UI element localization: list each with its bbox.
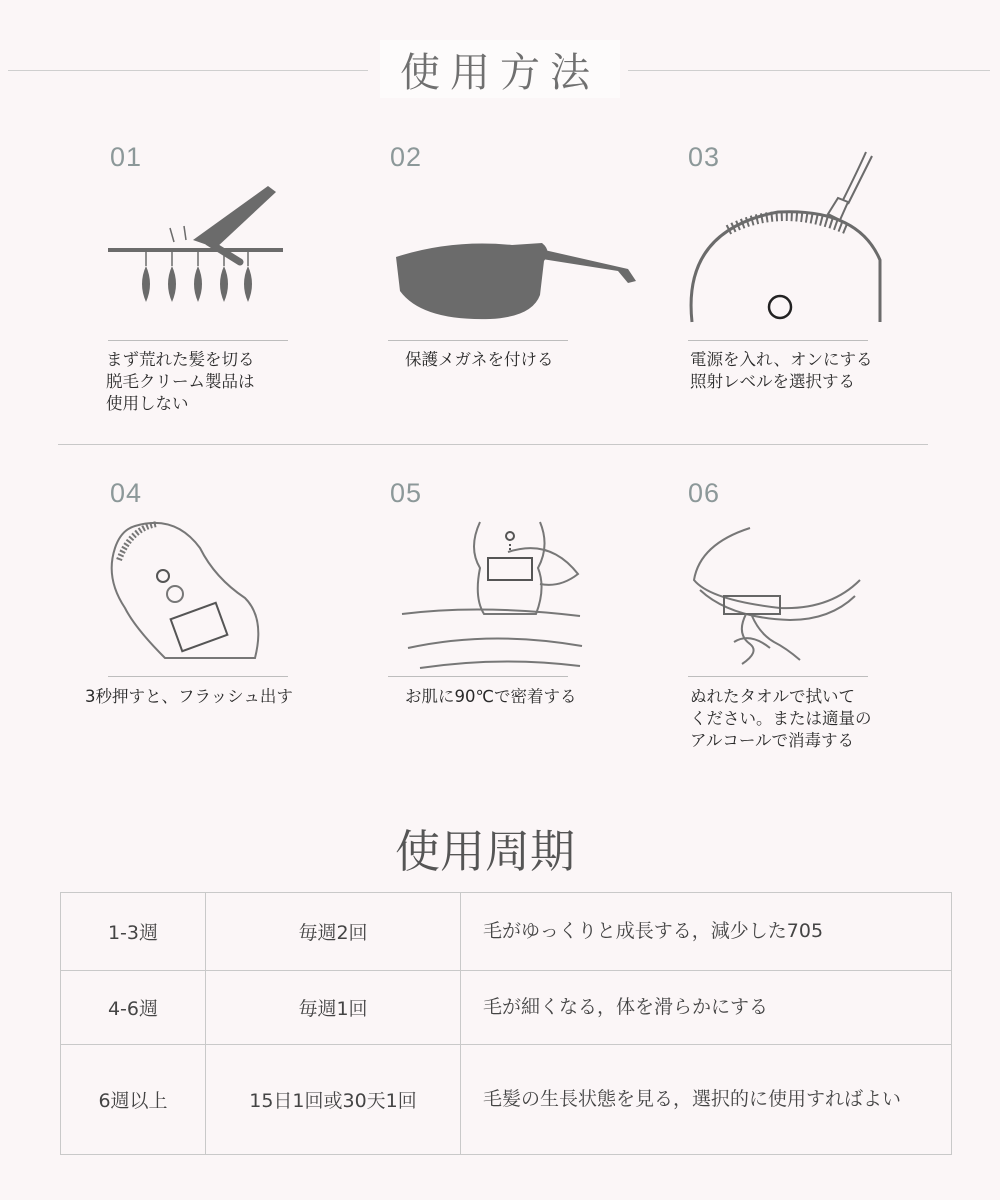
- usage-cycle-table: [60, 892, 952, 1155]
- title-box: [380, 40, 620, 98]
- wipe-clean-icon: [690, 524, 865, 669]
- step-divider: [388, 676, 568, 677]
- header-rule-right: [628, 70, 990, 71]
- apply-to-skin-icon: [400, 518, 585, 670]
- trim-hair-icon: [108, 178, 293, 323]
- table-row: [61, 971, 952, 1045]
- step-caption: 電源を入れ、オンにする 照射レベルを選択する: [690, 350, 873, 391]
- effect-cell: 毛が細くなる，体を滑らかにする: [461, 971, 952, 1045]
- step-number: 03: [688, 142, 721, 172]
- step-divider: [688, 676, 868, 677]
- step-caption: 3秒押すと、フラッシュ出す: [85, 687, 293, 706]
- step-caption: お肌に90℃で密着する: [405, 687, 577, 706]
- sunglasses-icon: [392, 235, 642, 325]
- period-cell: 6週以上: [61, 1045, 206, 1155]
- step-number: 06: [688, 478, 721, 508]
- header-rule-left: [8, 70, 368, 71]
- step-caption: まず荒れた髪を切る 脱毛クリーム製品は 使用しない: [106, 350, 255, 413]
- step-divider: [688, 340, 868, 341]
- step-number: 04: [110, 478, 143, 508]
- step-caption: 保護メガネを付ける: [405, 350, 554, 369]
- frequency-cell: 毎週1回: [206, 971, 461, 1045]
- effect-cell: 毛髪の生長状態を見る，選択的に使用すればよい: [461, 1045, 952, 1155]
- period-cell: 1-3週: [61, 893, 206, 971]
- step-caption: ぬれたタオルで拭いて ください。または適量の アルコールで消毒する: [690, 687, 872, 750]
- page-title: 使用方法: [400, 49, 600, 96]
- table-row: [61, 1045, 952, 1155]
- step-divider: [108, 340, 288, 341]
- table-row: [61, 893, 952, 971]
- step-number: 01: [110, 142, 143, 172]
- step-divider: [388, 340, 568, 341]
- step-divider: [108, 676, 288, 677]
- effect-cell: 毛がゆっくりと成長する，減少した705: [461, 893, 952, 971]
- press-flash-icon: [105, 518, 275, 663]
- step-number: 02: [390, 142, 423, 172]
- section-divider: [58, 444, 928, 445]
- frequency-cell: 毎週2回: [206, 893, 461, 971]
- section-title: 使用周期: [394, 825, 575, 878]
- frequency-cell: 15日1回或30天1回: [206, 1045, 461, 1155]
- power-on-device-icon: [688, 150, 883, 330]
- step-number: 05: [390, 478, 423, 508]
- period-cell: 4-6週: [61, 971, 206, 1045]
